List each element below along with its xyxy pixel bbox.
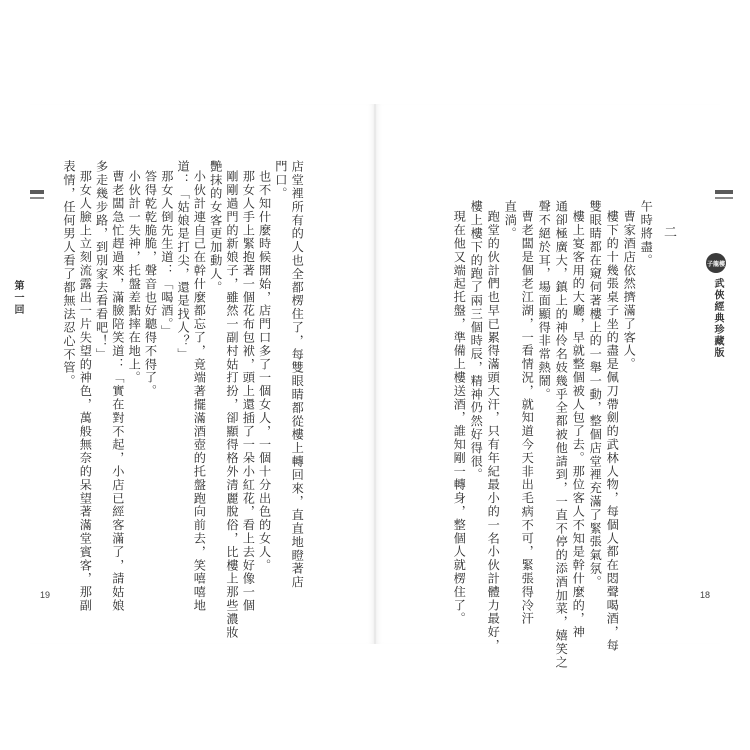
left-page-band [30,190,44,194]
right-page-number: 18 [700,590,711,600]
book-gutter [374,104,376,644]
text-column: 曹老闆急忙趕過來，滿臉陪笑道：「實在對不起，小店已經客滿了，請姑娘 [110,170,125,613]
left-page-band-thin [30,197,44,199]
text-column: 也不知什麼時候開始，店門口多了一個女人，一個十分出色的女人。 [257,170,272,572]
text-column: 曹家酒店依然擠滿了客人。 [622,210,637,371]
text-column: 小伙計連自己在幹什麼都忘了，竟端著擺滿酒壺的托盤跑向前去，笑嘻嘻地 [192,170,207,613]
text-column: 那女人手上緊抱著一個花布包袱，頭上還插了一朵小紅花，看上去好像一個 [241,170,256,613]
text-column: 多走幾步路，到別家去看看吧！」 [94,160,109,361]
text-column: 跑堂的伙計們也早已累得滿頭大汗，只有年紀最小的一名小伙計體力最好， [486,210,501,653]
text-column: 通卻極廣大，鎮上的神伶名妓幾乎全都被他請到，一直不停的添酒加菜，嬉笑之 [554,200,569,669]
text-column: 道：「姑娘是打尖，還是找人？」 [176,160,191,361]
text-column: 午時將盡。 [639,200,654,267]
right-page-band-thin [715,197,733,199]
text-column: 直淌。 [503,200,518,241]
series-title: 武俠經典珍藏版 [712,278,723,359]
text-column: 樓上樓下的跑了兩三個時辰，精神仍然好得很。 [469,200,484,482]
text-column: 那女人臉上立刻流露出一片失望的神色，萬般無奈的呆望著滿堂賓客，那副 [78,170,93,613]
text-column: 剛剛過門的新娘子，雖然一副村姑打扮，卻顯得格外清麗脫俗，比樓上那些濃妝 [225,170,239,639]
right-page-band [715,190,733,194]
text-column: 聲不絕於耳，場面顯得非常熱鬧。 [537,200,552,401]
text-column: 門口。 [273,160,288,201]
text-column: 樓上宴客用的大廳，早就整個被人包了去。那位客人不知是幹什麼的，神 [571,210,586,639]
text-column: 艷抹的女客更加動人。 [208,160,223,294]
text-column: 雙眼睛都在窺伺著樓上的一舉一動，整個店堂裡充滿了緊張氣氛。 [588,200,603,589]
text-column: 那女人倒先生道：「喝酒。」 [159,170,174,339]
section-marker: 二 [661,225,676,240]
text-column: 答得乾乾脆脆，聲音也好聽得不得了。 [143,170,158,398]
text-column: 樓下的十幾張桌子坐的盡是佩刀帶劍的武林人物，每個人都在悶聲喝酒，每 [605,210,620,653]
publisher-logo: 子龍樓 [706,253,726,273]
text-column: 曹老闆是個老江湖，一看情況，就知道今天非出毛病不可，緊張得冷汗 [520,210,535,626]
text-column: 店堂裡所有的人也全都楞住了，每雙眼睛都從樓上轉回來，直直地瞪著店 [290,160,305,589]
chapter-label: 第一回 [12,280,23,316]
text-column: 小伙計一失神，托盤差點摔在地上。 [127,170,142,385]
left-page-number: 19 [40,590,51,600]
text-column: 現在他又端起托盤，準備上樓送酒，誰知剛一轉身，整個人就楞住了。 [452,210,467,626]
text-column: 表情，任何男人看了都無法忍心不管。 [62,160,76,388]
